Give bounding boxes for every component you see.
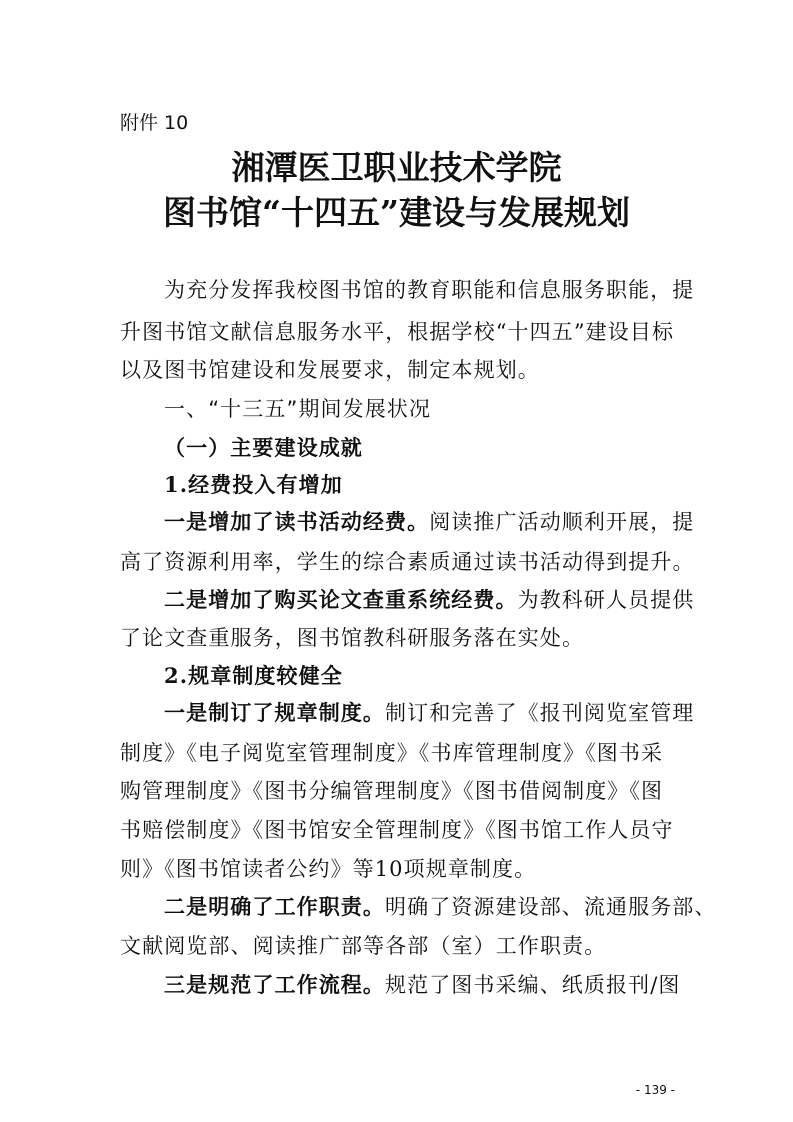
paragraph-1-1 [164, 506, 694, 536]
section-heading-1: 一、“十三五”期间发展状况 [164, 397, 432, 421]
paragraph-1-1-line-2: 高了资源利用率，学生的综合素质通过读书活动得到提升。 [120, 550, 695, 574]
paragraph-lead: 三是规范了工作流程。 [164, 972, 385, 997]
paragraph-lead: 二是明确了工作职责。 [164, 894, 385, 919]
paragraph-lead: 一是增加了读书活动经费。 [164, 509, 430, 534]
paragraph-2-1-line-2: 制度》《电子阅览室管理制度》《书库管理制度》《图书采 [120, 741, 664, 765]
document-title-line1: 湘潭医卫职业技术学院 [231, 148, 562, 187]
paragraph-1-2-line-2: 了论文查重服务，图书馆教科研服务落在实处。 [120, 626, 585, 650]
paragraph-2-3 [164, 969, 680, 999]
paragraph-text: 规范了图书采编、纸质报刊/图 [385, 973, 681, 997]
paragraph-text: 明确了资源建设部、流通服务部、 [385, 895, 717, 919]
intro-line-3: 以及图书馆建设和发展要求，制定本规划。 [120, 358, 540, 382]
paragraph-2-1-line-4: 书赔偿制度》《图书馆安全管理制度》《图书馆工作人员守 [120, 818, 674, 842]
paragraph-text: 制订和完善了《报刊阅览室管理 [385, 701, 695, 725]
attachment-label: 附件 10 [120, 112, 189, 134]
item-heading-2: 2.规章制度较健全 [164, 663, 343, 688]
page-number: - 139 - [635, 1083, 675, 1097]
paragraph-lead: 一是制订了规章制度。 [164, 700, 385, 725]
paragraph-2-2-line-2: 文献阅览部、阅读推广部等各部（室）工作职责。 [120, 934, 607, 958]
document-title-line2: 图书馆“十四五”建设与发展规划 [163, 193, 630, 232]
subsection-heading-1: （一）主要建设成就 [164, 435, 363, 460]
paragraph-1-2 [164, 584, 694, 614]
paragraph-2-2 [164, 891, 717, 921]
item-heading-1: 1.经费投入有增加 [164, 472, 343, 497]
paragraph-2-1-line-5: 则》《图书馆读者公约》等10项规章制度。 [120, 857, 537, 881]
paragraph-2-1-line-3: 购管理制度》《图书分编管理制度》《图书借阅制度》《图 [120, 779, 664, 803]
intro-line-1: 为充分发挥我校图书馆的教育职能和信息服务职能，提 [164, 278, 695, 302]
paragraph-text: 阅读推广活动顺利开展，提 [429, 510, 695, 534]
intro-line-2: 升图书馆文献信息服务水平，根据学校“十四五”建设目标 [120, 320, 675, 344]
paragraph-text: 为教科研人员提供 [517, 588, 695, 612]
paragraph-2-1 [164, 697, 694, 727]
paragraph-lead: 二是增加了购买论文查重系统经费。 [164, 587, 518, 612]
